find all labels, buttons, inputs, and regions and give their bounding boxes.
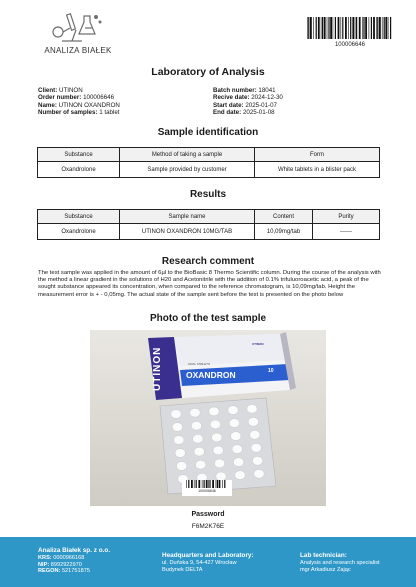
barcode-number: 100006646 xyxy=(334,42,366,48)
research-comment-heading: Research comment xyxy=(161,256,255,267)
footer-regon: REGON: 521751875 xyxy=(38,568,90,575)
table-header-row xyxy=(38,148,380,162)
password-label: Password xyxy=(191,511,225,518)
table-cell: UTINON OXANDRON 10MG/TAB xyxy=(120,224,255,240)
info-row-client: Client: UTINON xyxy=(38,87,83,94)
box-brand-text: UTINON xyxy=(152,346,163,392)
footer-hq-heading: Headquarters and Laboratory: xyxy=(162,552,254,559)
table-cell: Oxandrolone xyxy=(38,224,120,240)
box-dose-text: 10 xyxy=(268,368,274,374)
photo-heading: Photo of the test sample xyxy=(149,313,267,324)
info-row-batch: Batch number: 18041 xyxy=(213,87,276,94)
label-barcode-icon xyxy=(186,480,228,488)
results-table xyxy=(37,209,380,240)
research-comment-text: The test sample was applied in the amount of 6µl to the BioBasic 8 Thermo Scientific column. During the course of the analysis with the method a linear gradient in the solutions of H20 and Acetonitrile with the addition of 0.1% trifuluoroacetic acid, a peak of the sought substance appeared its concentration, when compared to the reference chromatogram, is 10,09mg/tab. Height the measurement error is + - 0,05mg. The actual state of the sample sent before the test is presented on the photo below xyxy=(38,270,381,298)
info-right xyxy=(213,87,283,117)
footer-company-block xyxy=(38,548,110,575)
column-header: Sample name xyxy=(120,210,255,224)
box-small-text: ORAL TABLETS xyxy=(188,362,210,366)
info-left xyxy=(38,87,120,117)
column-header: Method of taking a sample xyxy=(120,148,255,162)
info-row-recive: Recive date: 2024-12-30 xyxy=(213,94,283,102)
box-product-text: OXANDRON xyxy=(186,370,236,380)
table-cell: White tablets in a blister pack xyxy=(255,162,380,178)
page-title: Laboratory of Analysis xyxy=(151,66,265,78)
footer-hq-line: Budynek DELTA xyxy=(162,566,203,573)
footer-technician-heading: Lab technician: xyxy=(300,552,347,559)
brand-name: ANALIZA BIAŁEK xyxy=(44,46,112,55)
microscope-logo-icon xyxy=(48,10,108,46)
table-cell: 10,09mg/tab xyxy=(255,224,313,240)
footer-technician-line: mgr Arkadiusz Zając xyxy=(300,566,351,573)
column-header: Substance xyxy=(38,210,120,224)
sample-identification-table xyxy=(37,147,380,178)
table-cell: Sample provided by customer xyxy=(120,162,255,178)
info-row-end: End date: 2025-01-08 xyxy=(213,109,275,117)
footer-technician-block xyxy=(300,553,380,573)
footer-technician-line: Analysis and research specialist xyxy=(300,559,380,566)
info-row-samples: Number of samples: 1 tablet xyxy=(38,109,120,117)
column-header: Content xyxy=(255,210,313,224)
footer-company-name: Analiza Białek sp. z o.o. xyxy=(38,547,111,554)
results-heading: Results xyxy=(189,189,227,200)
sample-identification-heading: Sample identification xyxy=(157,127,259,138)
table-header-row xyxy=(38,210,380,224)
table-cell: Oxandrolone xyxy=(38,162,120,178)
barcode-icon xyxy=(307,17,393,39)
footer-nip: NIP: 8992922970 xyxy=(38,561,82,568)
footer-krs: KRS: 0000966168 xyxy=(38,554,85,561)
table-row xyxy=(38,162,380,178)
box-corner-text: UTINON xyxy=(252,342,264,346)
table-row xyxy=(38,224,380,240)
column-header: Purity xyxy=(313,210,380,224)
info-row-start: Start date: 2025-01-07 xyxy=(213,101,277,109)
info-row-order: Order number: 100006646 xyxy=(38,94,115,102)
label-number: 100006646 xyxy=(198,489,216,493)
password-value: F6M2K76E xyxy=(191,523,225,530)
footer-hq-block xyxy=(162,553,254,573)
column-header: Substance xyxy=(38,148,120,162)
sample-photo xyxy=(90,330,326,506)
info-row-name: Name: UTINON OXANDRON xyxy=(38,101,120,109)
table-cell: ------ xyxy=(313,224,380,240)
footer-hq-line: ul. Duńska 9, 54-427 Wrocław xyxy=(162,559,237,566)
column-header: Form xyxy=(255,148,380,162)
footer xyxy=(0,537,416,587)
